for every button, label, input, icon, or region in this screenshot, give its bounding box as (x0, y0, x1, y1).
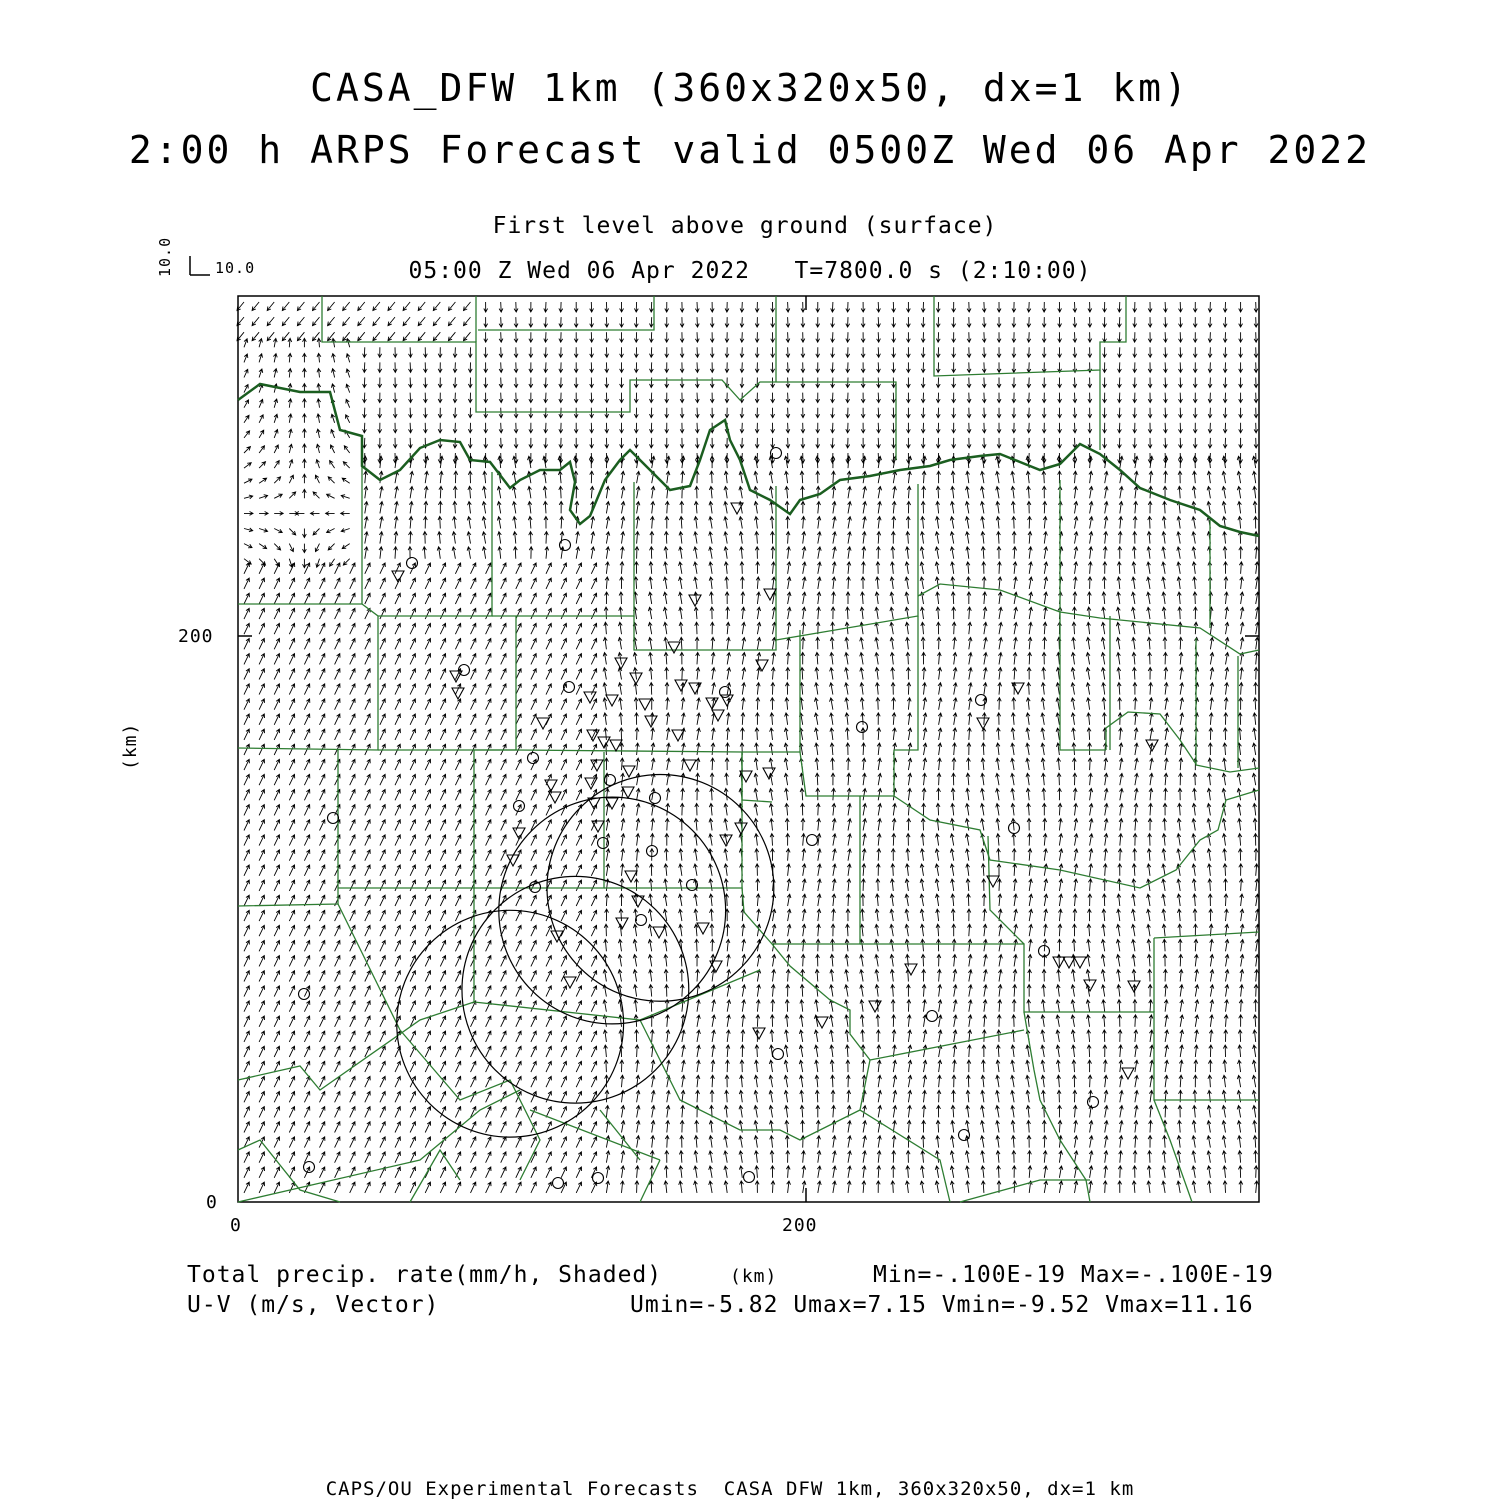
station-triangle-marker (606, 695, 618, 706)
y-axis-unit-label: (km) (120, 722, 141, 770)
station-triangle-marker (392, 571, 404, 582)
station-triangle-marker (639, 699, 651, 710)
title-line-1: CASA_DFW 1km (360x320x50, dx=1 km) (310, 66, 1190, 110)
station-circle-marker (605, 775, 616, 786)
footer-credit: CAPS/OU Experimental Forecasts CASA DFW 1km, 360x320x50, dx=1 km (325, 1478, 1135, 1500)
valid-time-subtitle: 05:00 Z Wed 06 Apr 2022 T=7800.0 s (2:10:00) (408, 258, 1092, 284)
station-triangle-marker (977, 718, 989, 729)
station-triangle-marker (653, 927, 665, 938)
station-circle-marker (773, 1049, 784, 1060)
x-tick-label-0: 0 (230, 1215, 242, 1236)
station-circle-marker (650, 793, 661, 804)
radar-3-range-ring (462, 876, 689, 1103)
station-circle-marker (744, 1172, 755, 1183)
station-triangle-marker (537, 718, 549, 729)
station-triangle-marker (1122, 1068, 1134, 1079)
station-triangle-marker (623, 766, 635, 777)
reference-vector-icon (190, 256, 210, 275)
station-triangle-marker (592, 821, 604, 832)
station-triangle-marker (763, 768, 775, 779)
shaded-field-legend: Total precip. rate(mm/h, Shaded) (187, 1262, 663, 1288)
title-line-2: 2:00 h ARPS Forecast valid 0500Z Wed 06 Apr 2022 (128, 128, 1372, 172)
station-circle-marker (407, 558, 418, 569)
station-triangle-marker (549, 792, 561, 803)
station-triangle-marker (689, 595, 701, 606)
station-triangle-marker (584, 692, 596, 703)
station-triangle-marker (1074, 957, 1086, 968)
station-circle-marker (927, 1011, 938, 1022)
station-triangle-marker (645, 716, 657, 727)
station-triangle-marker (697, 923, 709, 934)
station-triangle-marker (585, 778, 597, 789)
station-circle-marker (528, 753, 539, 764)
radar-range-rings (397, 774, 774, 1137)
station-circle-marker (1088, 1097, 1099, 1108)
station-circle-marker (560, 540, 571, 551)
county-boundaries (238, 296, 1259, 1202)
station-triangle-marker (710, 961, 722, 972)
station-triangle-marker (450, 671, 462, 682)
station-circle-marker (857, 722, 868, 733)
station-circle-marker (593, 1173, 604, 1184)
station-triangle-marker (513, 828, 525, 839)
x-tick-label-200: 200 (782, 1215, 818, 1236)
x-axis-unit-label: (km) (730, 1266, 778, 1287)
station-triangle-marker (668, 642, 680, 653)
station-circle-marker (636, 915, 647, 926)
reference-vector-horizontal-label: 10.0 (215, 259, 256, 277)
station-circle-marker (299, 989, 310, 1000)
reference-vector-vertical-label: 10.0 (156, 236, 174, 277)
station-triangle-marker (1084, 980, 1096, 991)
min-max-readout: Min=-.100E-19 Max=-.100E-19 (873, 1262, 1274, 1288)
station-triangle-marker (684, 760, 696, 771)
station-circle-marker (553, 1178, 564, 1189)
level-subtitle: First level above ground (surface) (492, 213, 998, 239)
station-triangle-marker (905, 964, 917, 975)
y-tick-label-0: 0 (206, 1192, 218, 1213)
uv-range-readout: Umin=-5.82 Umax=7.15 Vmin=-9.52 Vmax=11.16 (630, 1292, 1254, 1318)
station-circle-marker (771, 448, 782, 459)
station-triangle-marker (706, 698, 718, 709)
station-triangle-marker (1063, 957, 1075, 968)
station-circle-marker (807, 835, 818, 846)
state-border (238, 384, 1259, 536)
y-tick-label-200: 200 (178, 626, 214, 647)
station-triangle-marker (551, 931, 563, 942)
station-circle-marker (328, 813, 339, 824)
vector-field-legend: U-V (m/s, Vector) (187, 1292, 440, 1318)
station-circle-marker (959, 1130, 970, 1141)
